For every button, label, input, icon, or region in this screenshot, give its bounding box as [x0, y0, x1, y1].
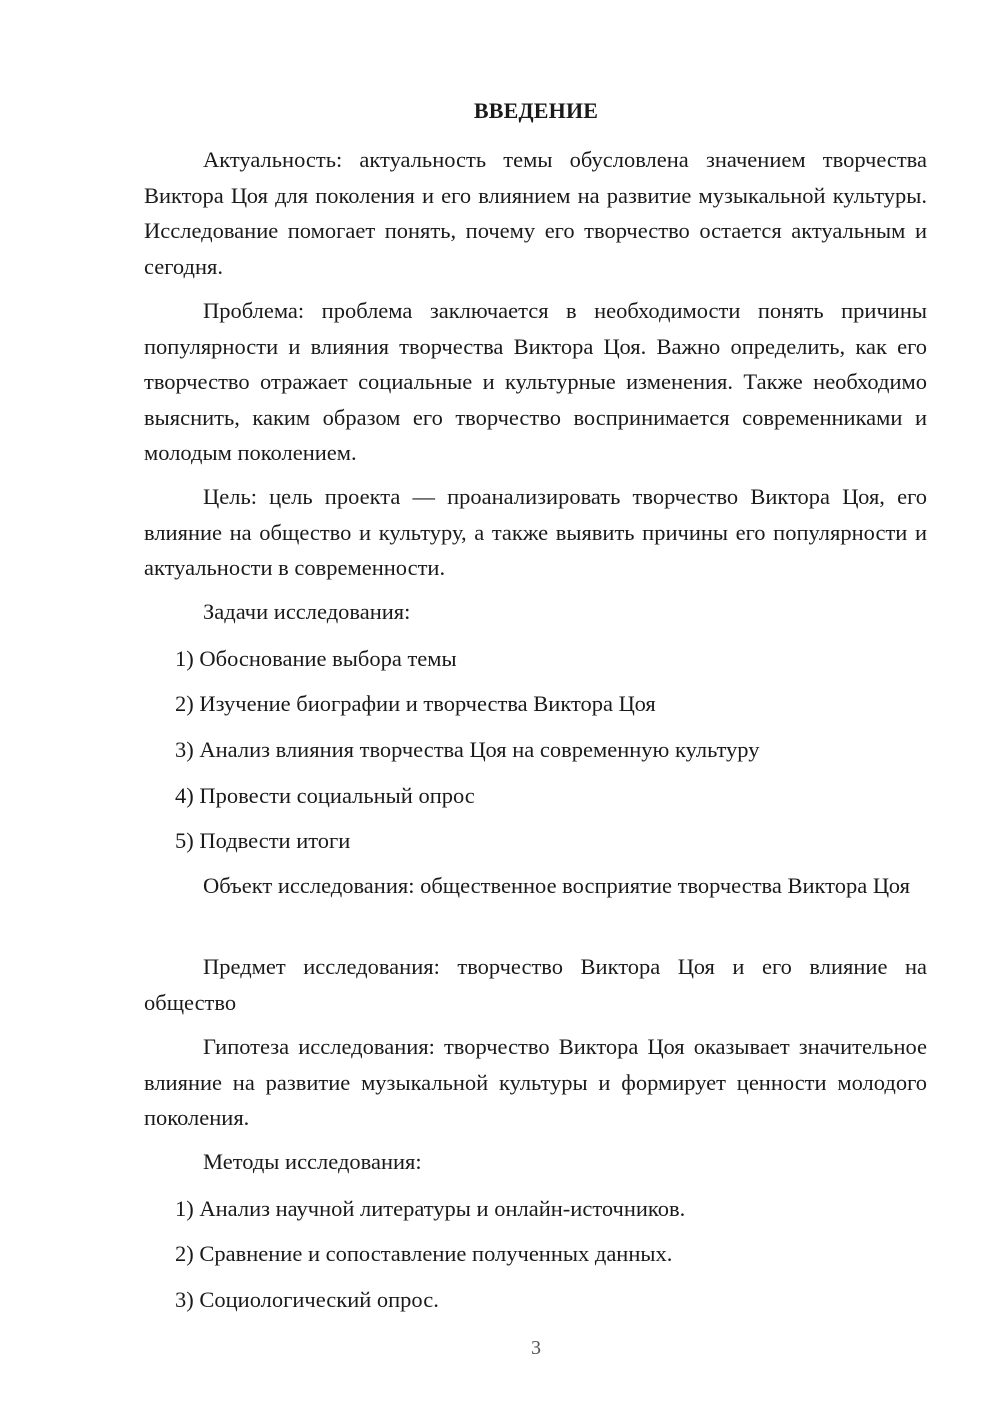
object-paragraph: Объект исследования: общественное восприятие творчества Виктора Цоя: [203, 873, 910, 898]
method-item-3: 3) Социологический опрос.: [175, 1287, 439, 1312]
method-item-1: 1) Анализ научной литературы и онлайн-источников.: [175, 1196, 686, 1221]
methods-label: Методы исследования:: [203, 1149, 422, 1174]
task-item-2: 2) Изучение биографии и творчества Виктора Цоя: [175, 691, 656, 716]
relevance-paragraph: Актуальность: актуальность темы обусловлена значением творчества Виктора Цоя для поколения и его влиянием на развитие музыкальной культуры. Исследование помогает понять, почему его творчество остается актуальным и сегодня.: [144, 147, 927, 279]
task-item-5: 5) Подвести итоги: [175, 828, 351, 853]
goal-paragraph: Цель: цель проекта — проанализировать творчество Виктора Цоя, его влияние на общество и культуру, а также выявить причины его популярности и актуальности в современности.: [144, 484, 927, 580]
subject-paragraph: Предмет исследования: творчество Виктора Цоя и его влияние на общество: [144, 954, 927, 1015]
task-item-3: 3) Анализ влияния творчества Цоя на современную культуру: [175, 737, 760, 762]
task-item-1: 1) Обоснование выбора темы: [175, 646, 457, 671]
problem-paragraph: Проблема: проблема заключается в необходимости понять причины популярности и влияния творчества Виктора Цоя. Важно определить, как его творчество отражает социальные и культурные изменения. Также необходимо выяснить, каким образом его творчество воспринимается современниками и молодым поколением.: [144, 298, 927, 465]
task-item-4: 4) Провести социальный опрос: [175, 783, 475, 808]
tasks-label: Задачи исследования:: [203, 599, 411, 624]
page-title: ВВЕДЕНИЕ: [473, 98, 599, 123]
hypothesis-paragraph: Гипотеза исследования: творчество Виктора Цоя оказывает значительное влияние на развитие музыкальной культуры и формирует ценности молодого поколения.: [144, 1034, 927, 1130]
method-item-2: 2) Сравнение и сопоставление полученных данных.: [175, 1241, 673, 1266]
page-number: 3: [531, 1337, 541, 1359]
